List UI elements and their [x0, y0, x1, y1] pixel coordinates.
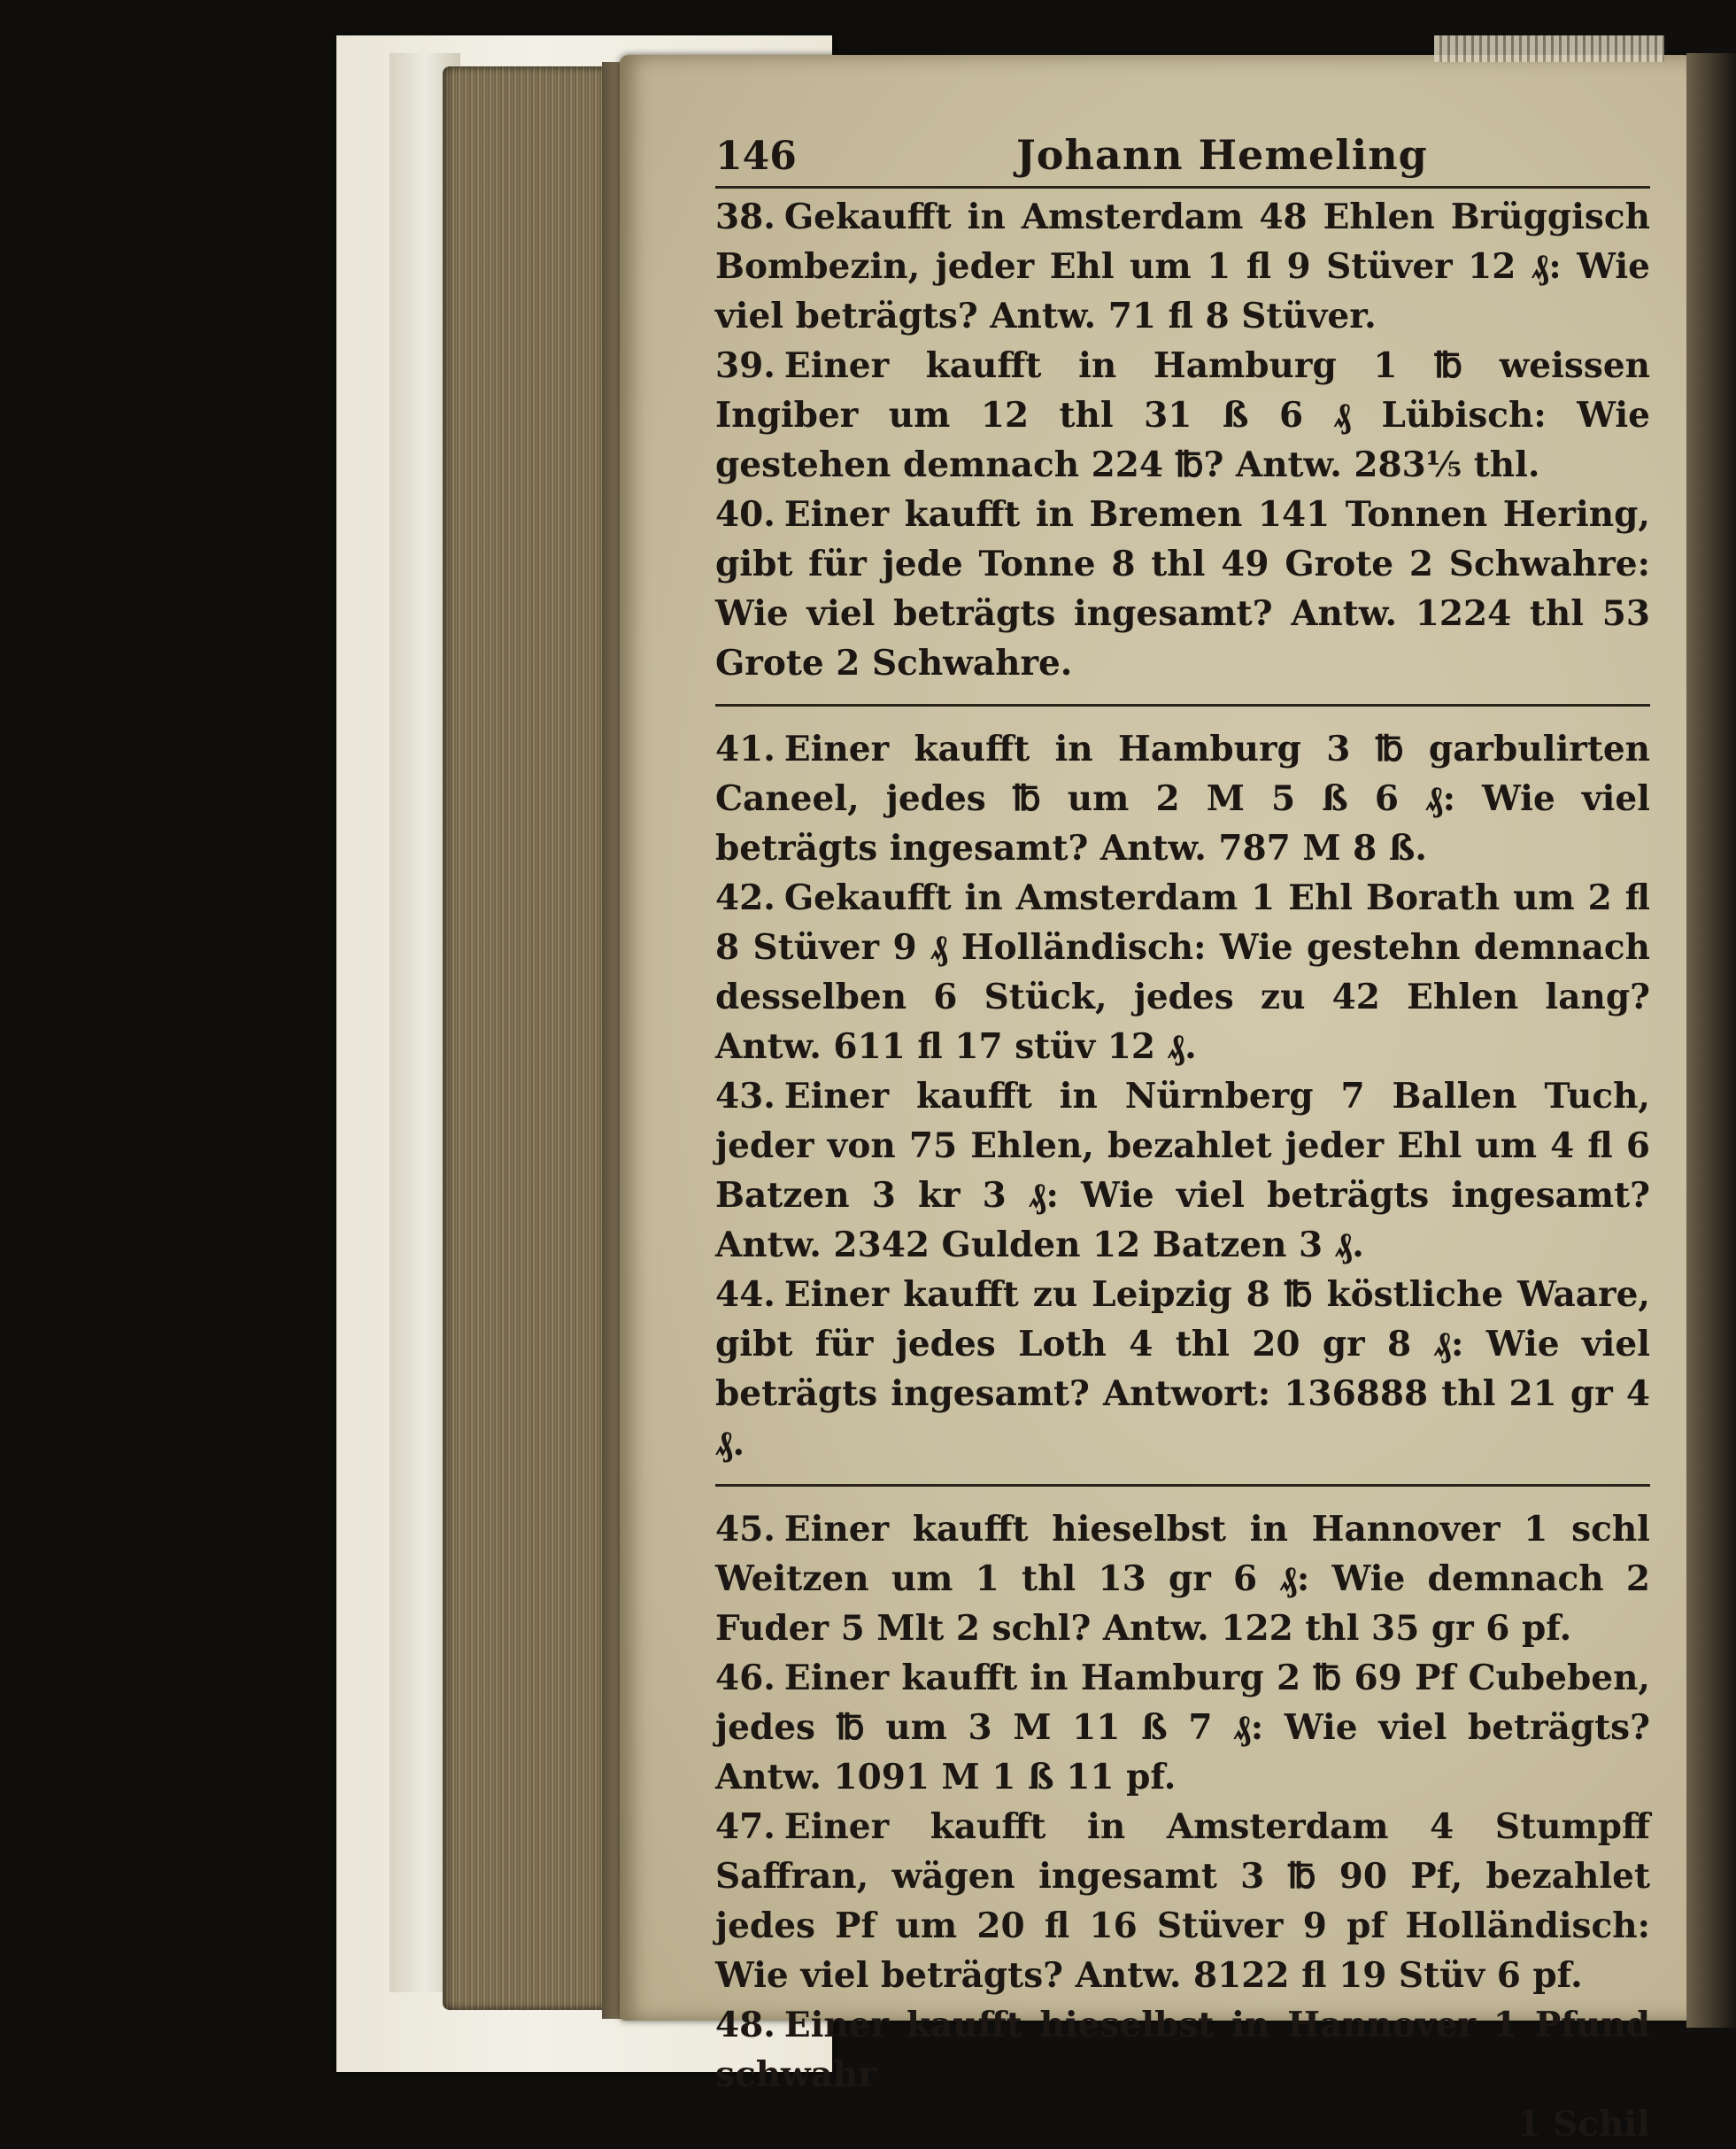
problem-number: 41. — [715, 729, 775, 769]
problem-text: Einer kaufft in Amsterdam 4 Stumpff Saffran, wägen ingesamt 3 ℔ 90 Pf, bezahlet jedes Pf um 20 fl 16 Stüver 9 pf Holländisch: Wie viel beträgts? Antw. 8122 fl 19 Stüv 6 pf. — [715, 1806, 1650, 1996]
problem-number: 48. — [715, 2005, 775, 2045]
problem-text: Einer kaufft in Bremen 141 Tonnen Hering, gibt für jede Tonne 8 thl 49 Grote 2 Schwahre: Wie viel beträgts ingesamt? Antw. 1224 thl 53 Grote 2 Schwahre. — [715, 494, 1650, 684]
problem-text: Einer kaufft in Hamburg 1 ℔ weissen Ingiber um 12 thl 31 ß 6 ₰ Lübisch: Wie gestehen demnach 224 ℔? Antw. 283⅕ thl. — [715, 345, 1650, 485]
header-rule — [715, 186, 1650, 189]
problem-number: 43. — [715, 1076, 775, 1117]
section-rule — [715, 1484, 1650, 1487]
problem-text: Einer kaufft hieselbst in Hannover 1 Pfund schwahr — [715, 2005, 1650, 2095]
problem-39 — [715, 341, 1650, 490]
problem-48 — [715, 2000, 1650, 2099]
problem-text: Einer kaufft in Hamburg 2 ℔ 69 Pf Cubeben, jedes ℔ um 3 M 11 ß 7 ₰: Wie viel beträgts? Antw. 1091 M 1 ß 11 pf. — [715, 1658, 1650, 1797]
problem-47 — [715, 1802, 1650, 2000]
problem-38 — [715, 192, 1650, 341]
problem-text: Einer kaufft in Hamburg 3 ℔ garbulirten Caneel, jedes ℔ um 2 M 5 ß 6 ₰: Wie viel beträgts ingesamt? Antw. 787 M 8 ß. — [715, 729, 1650, 869]
problem-number: 42. — [715, 877, 775, 918]
page-text — [715, 131, 1650, 2149]
problem-text: Gekaufft in Amsterdam 1 Ehl Borath um 2 fl 8 Stüver 9 ₰ Holländisch: Wie gestehn demnach desselben 6 Stück, jedes zu 42 Ehlen lang? Antw. 611 fl 17 stüv 12 ₰. — [715, 877, 1650, 1067]
problem-number: 47. — [715, 1806, 775, 1847]
problem-number: 45. — [715, 1509, 775, 1550]
problem-number: 38. — [715, 197, 775, 237]
problem-text: Einer kaufft in Nürnberg 7 Ballen Tuch, jeder von 75 Ehlen, bezahlet jeder Ehl um 4 fl 6 Batzen 3 kr 3 ₰: Wie viel beträgts ingesamt? Antw. 2342 Gulden 12 Batzen 3 ₰. — [715, 1076, 1650, 1265]
problem-46 — [715, 1653, 1650, 1802]
problem-number: 39. — [715, 345, 775, 386]
problem-number: 46. — [715, 1658, 775, 1698]
section-rule — [715, 704, 1650, 707]
book-page-edges — [443, 66, 620, 2010]
problem-text: Gekaufft in Amsterdam 48 Ehlen Brüggisch Bombezin, jeder Ehl um 1 fl 9 Stüver 12 ₰: Wie viel beträgts? Antw. 71 fl 8 Stüver. — [715, 197, 1650, 336]
running-head: Johann Hemeling — [1016, 131, 1428, 179]
binding-threads — [1434, 35, 1664, 62]
page-number: 146 — [715, 134, 797, 179]
problem-45 — [715, 1504, 1650, 1653]
problem-text: Einer kaufft hieselbst in Hannover 1 schl Weitzen um 1 thl 13 gr 6 ₰: Wie demnach 2 Fuder 5 Mlt 2 schl? Antw. 122 thl 35 gr 6 pf. — [715, 1509, 1650, 1649]
problem-42 — [715, 873, 1650, 1071]
problem-44 — [715, 1270, 1650, 1468]
problem-number: 40. — [715, 494, 775, 535]
problem-number: 44. — [715, 1274, 775, 1315]
page-header — [715, 131, 1650, 181]
problem-text: Einer kaufft zu Leipzig 8 ℔ köstliche Waare, gibt für jedes Loth 4 thl 20 gr 8 ₰: Wie viel beträgts ingesamt? Antwort: 136888 thl 21 gr 4 ₰. — [715, 1274, 1650, 1464]
problem-41 — [715, 724, 1650, 873]
catchword: 1 Schil — [1516, 2104, 1650, 2145]
page-right-edge — [1686, 53, 1736, 2028]
problem-40 — [715, 490, 1650, 688]
problem-43 — [715, 1071, 1650, 1270]
